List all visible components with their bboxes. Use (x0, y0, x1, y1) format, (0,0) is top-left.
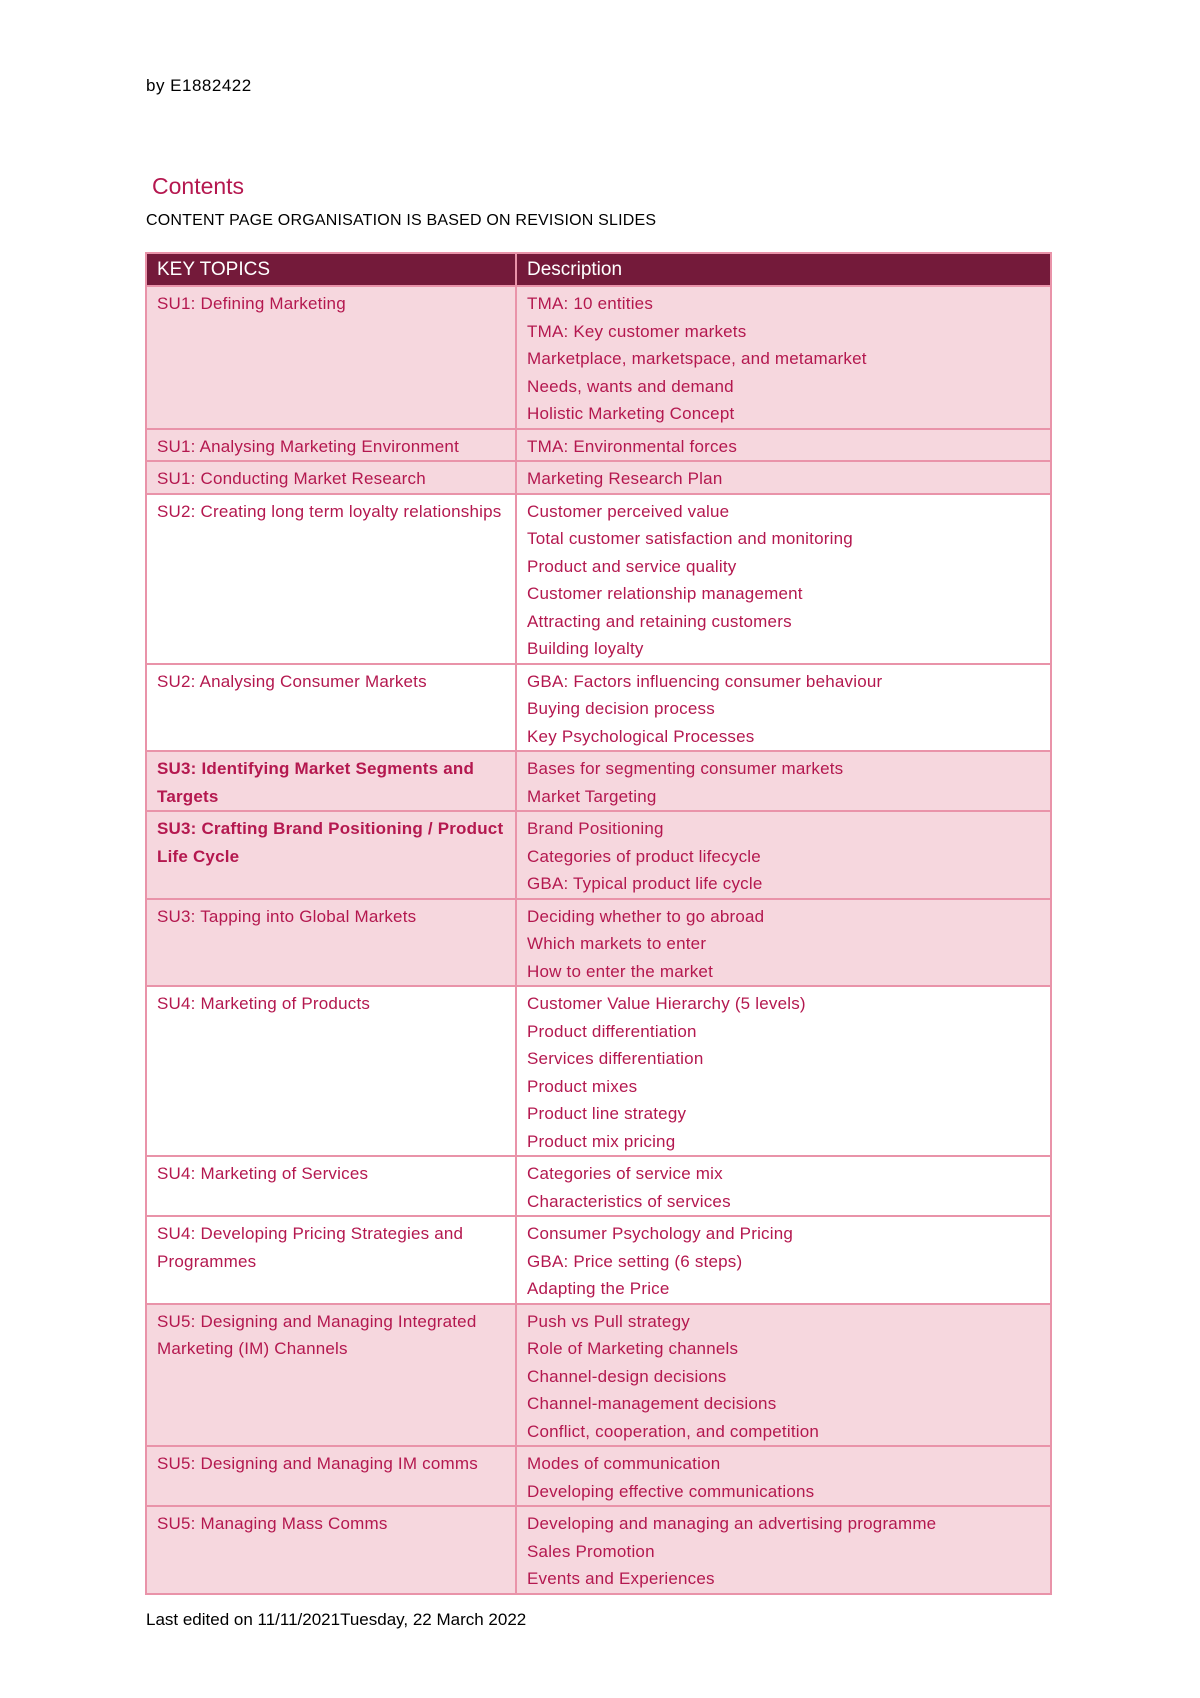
table-row (146, 494, 1051, 664)
description-item: Marketplace, marketspace, and metamarket (527, 349, 867, 368)
table-row (146, 1156, 1051, 1216)
description-item: How to enter the market (527, 961, 714, 981)
description-item: Holistic Marketing Concept (527, 404, 735, 423)
description-cell (516, 811, 1051, 899)
topic-cell: SU4: Marketing of Products (146, 986, 516, 1156)
description-item: Characteristics of services (527, 1191, 731, 1211)
description-item: Marketing Research Plan (527, 469, 723, 488)
table-row (146, 1506, 1051, 1594)
description-item: Market Targeting (527, 786, 657, 806)
description-cell (516, 286, 1051, 429)
description-cell (516, 1216, 1051, 1304)
description-item: Product and service quality (527, 556, 737, 576)
description-item: Which markets to enter (527, 934, 707, 953)
description-item: Buying decision process (527, 699, 715, 718)
key-topics-table (145, 252, 1052, 1595)
description-item: Total customer satisfaction and monitoring (527, 529, 853, 548)
description-item: TMA: 10 entities (527, 294, 654, 313)
topic-cell: SU4: Developing Pricing Strategies and Programmes (146, 1216, 516, 1304)
table-body (146, 286, 1051, 1594)
description-cell (516, 494, 1051, 664)
description-cell (516, 1304, 1051, 1447)
description-cell (516, 1446, 1051, 1506)
table-row (146, 751, 1051, 811)
description-item: Categories of product lifecycle (527, 846, 761, 866)
description-cell (516, 899, 1051, 987)
header-key-topics: KEY TOPICS (146, 253, 516, 286)
table-row (146, 986, 1051, 1156)
description-cell (516, 429, 1051, 462)
description-item: Conflict, cooperation, and competition (527, 1421, 820, 1441)
description-item: Developing and managing an advertising programme (527, 1514, 937, 1533)
table-row (146, 429, 1051, 462)
description-item: Product line strategy (527, 1104, 687, 1123)
topic-cell: SU1: Analysing Marketing Environment (146, 429, 516, 462)
topic-cell: SU2: Creating long term loyalty relationships (146, 494, 516, 664)
description-item: Role of Marketing channels (527, 1339, 739, 1358)
description-item: Channel-management decisions (527, 1394, 777, 1413)
table-row (146, 664, 1051, 752)
description-item: Building loyalty (527, 639, 644, 658)
description-item: Channel-design decisions (527, 1366, 727, 1386)
description-item: Adapting the Price (527, 1279, 670, 1298)
contents-title: Contents (152, 173, 245, 199)
description-item: Customer relationship management (527, 584, 803, 603)
description-item: Modes of communication (527, 1454, 721, 1473)
table-row (146, 811, 1051, 899)
table-row (146, 1446, 1051, 1506)
description-item: Deciding whether to go abroad (527, 906, 765, 926)
header-note: by E1882422 (146, 76, 252, 95)
table-row (146, 1304, 1051, 1447)
description-item: TMA: Environmental forces (527, 436, 738, 456)
description-item: GBA: Typical product life cycle (527, 874, 763, 893)
description-cell (516, 1156, 1051, 1216)
description-item: Product mix pricing (527, 1131, 676, 1151)
topic-cell: SU4: Marketing of Services (146, 1156, 516, 1216)
description-item: Bases for segmenting consumer markets (527, 759, 844, 778)
description-item: Sales Promotion (527, 1541, 655, 1561)
topic-cell: SU5: Designing and Managing Integrated Marketing (IM) Channels (146, 1304, 516, 1447)
description-cell (516, 461, 1051, 494)
description-item: Attracting and retaining customers (527, 611, 792, 631)
table-row (146, 1216, 1051, 1304)
description-item: Key Psychological Processes (527, 726, 755, 746)
table-header-row (146, 253, 1051, 286)
description-cell (516, 1506, 1051, 1594)
description-cell (516, 664, 1051, 752)
description-cell (516, 986, 1051, 1156)
topic-cell: SU3: Tapping into Global Markets (146, 899, 516, 987)
description-item: GBA: Factors influencing consumer behaviour (527, 671, 883, 691)
topic-cell: SU5: Managing Mass Comms (146, 1506, 516, 1594)
header-description: Description (516, 253, 1051, 286)
topic-cell: SU5: Designing and Managing IM comms (146, 1446, 516, 1506)
description-item: Customer Value Hierarchy (5 levels) (527, 994, 806, 1013)
description-item: Needs, wants and demand (527, 376, 734, 396)
description-item: Customer perceived value (527, 501, 730, 521)
description-item: Developing effective communications (527, 1481, 815, 1501)
description-item: TMA: Key customer markets (527, 321, 747, 341)
topic-cell: SU3: Crafting Brand Positioning / Product Life Cycle (146, 811, 516, 899)
table-row (146, 286, 1051, 429)
subtitle: CONTENT PAGE ORGANISATION IS BASED ON REVISION SLIDES (146, 212, 657, 229)
topic-cell: SU2: Analysing Consumer Markets (146, 664, 516, 752)
description-item: Consumer Psychology and Pricing (527, 1224, 794, 1243)
description-item: Product differentiation (527, 1021, 697, 1041)
description-item: Events and Experiences (527, 1569, 715, 1588)
description-item: Categories of service mix (527, 1164, 723, 1183)
description-item: Brand Positioning (527, 819, 664, 838)
topic-cell: SU1: Defining Marketing (146, 286, 516, 429)
topic-cell: SU3: Identifying Market Segments and Targets (146, 751, 516, 811)
description-cell (516, 751, 1051, 811)
table-row (146, 899, 1051, 987)
table-row (146, 461, 1051, 494)
description-item: Push vs Pull strategy (527, 1311, 690, 1331)
topic-cell: SU1: Conducting Market Research (146, 461, 516, 494)
description-item: Product mixes (527, 1076, 638, 1096)
description-item: Services differentiation (527, 1049, 704, 1068)
footer-last-edited: Last edited on 11/11/2021Tuesday, 22 March 2022 (146, 1610, 527, 1629)
description-item: GBA: Price setting (6 steps) (527, 1251, 743, 1271)
